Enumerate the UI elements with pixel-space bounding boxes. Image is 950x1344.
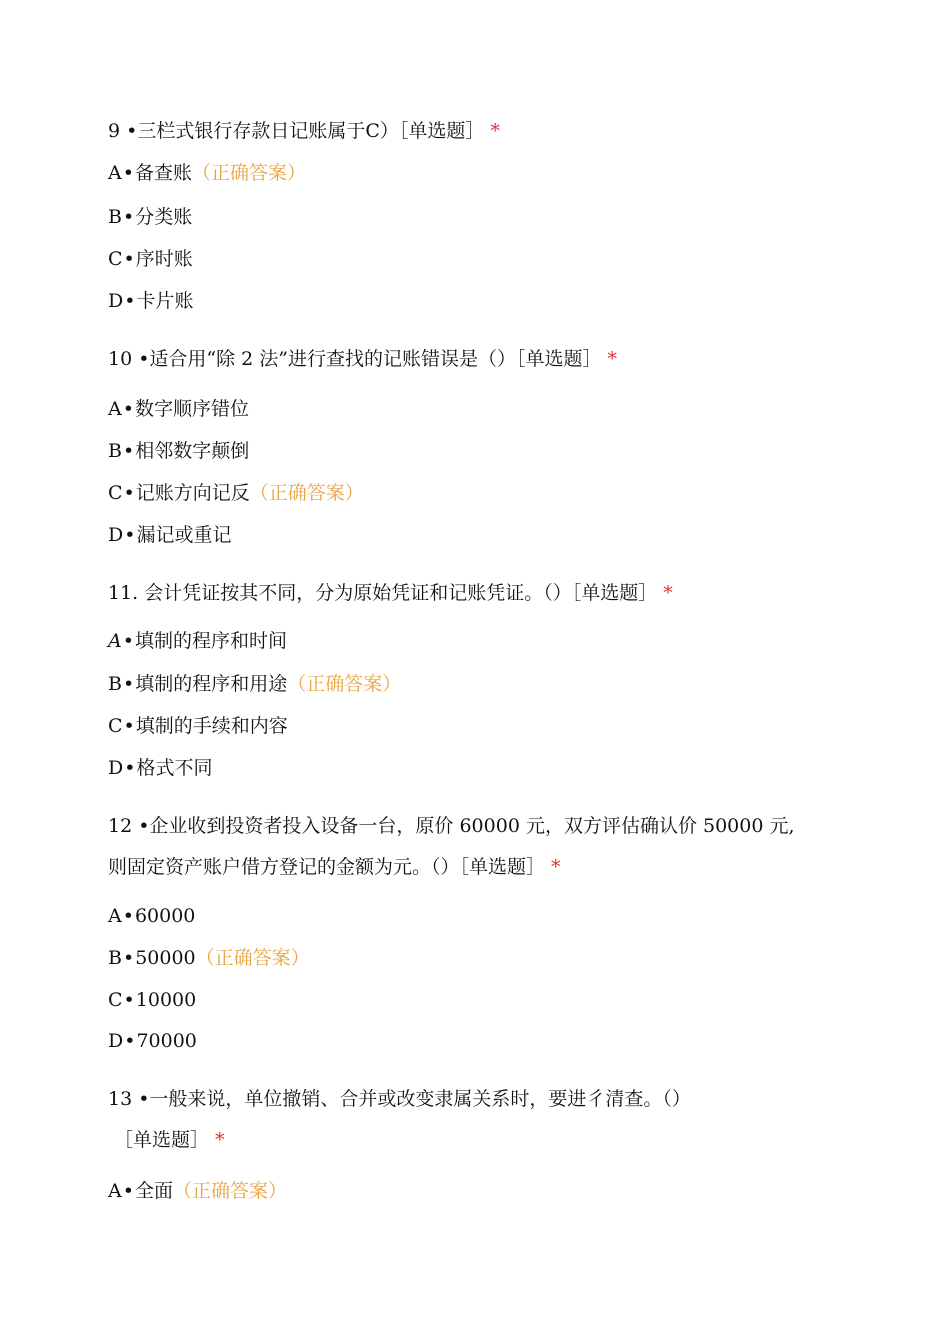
option-text: 记账方向记反 [135, 482, 250, 504]
correct-answer-label: （正确答案） [195, 947, 310, 969]
option-10-c[interactable] [108, 481, 364, 505]
bullet: • [123, 482, 135, 504]
option-text: 漏记或重记 [136, 524, 232, 546]
bullet: • [122, 905, 134, 927]
option-letter: C [108, 248, 123, 270]
question-13-title [108, 1087, 691, 1111]
option-letter: A [108, 905, 122, 927]
option-letter: B [108, 440, 122, 462]
option-text: 全面 [134, 1180, 173, 1202]
bullet: • [122, 398, 134, 420]
correct-answer-label: （正确答案） [287, 673, 402, 695]
bullet: • [123, 715, 135, 737]
required-mark: * [663, 582, 673, 604]
bullet: • [122, 1180, 134, 1202]
option-text: 相邻数字颠倒 [135, 440, 250, 462]
question-text: 9 •三栏式银行存款日记账属于C）［单选题］ [108, 120, 485, 142]
bullet: • [122, 630, 134, 652]
option-11-d[interactable] [108, 756, 212, 780]
option-text: 60000 [134, 905, 196, 927]
question-text: 10 •适合用“除 2 法”进行查找的记账错误是（）［单选题］ [108, 348, 602, 370]
option-text: 填制的手续和内容 [135, 715, 288, 737]
bullet: • [123, 248, 135, 270]
bullet: • [122, 206, 135, 228]
bullet: • [124, 524, 136, 546]
question-12-title-cont [108, 855, 561, 879]
option-12-a[interactable] [108, 904, 195, 928]
option-12-b[interactable] [108, 946, 310, 970]
required-mark: * [490, 120, 500, 142]
option-12-c[interactable] [108, 988, 196, 1012]
question-text: 12 •企业收到投资者投入设备一台，原价 60000 元，双方评估确认价 50000 元, [108, 815, 795, 837]
question-12-title [108, 814, 795, 838]
option-text: 填制的程序和用途 [135, 673, 288, 695]
bullet: • [122, 162, 134, 184]
option-letter: A [108, 630, 122, 652]
option-10-a[interactable] [108, 397, 249, 421]
question-11-title [108, 581, 673, 605]
option-letter: D [108, 290, 124, 312]
question-text: 13 •一般来说，单位撤销、合并或改变隶属关系时，要进彳清查。（） [108, 1088, 691, 1110]
bullet: • [123, 989, 135, 1011]
option-10-b[interactable] [108, 439, 249, 463]
bullet: • [122, 673, 135, 695]
option-text: 填制的程序和时间 [134, 630, 287, 652]
bullet: • [124, 757, 136, 779]
option-text: 数字顺序错位 [134, 398, 249, 420]
option-text: 备查账 [134, 162, 192, 184]
bullet: • [122, 947, 135, 969]
option-11-a[interactable] [108, 629, 287, 653]
option-letter: A [108, 398, 122, 420]
option-text: 50000 [135, 947, 196, 969]
option-13-a[interactable] [108, 1179, 287, 1203]
option-12-d[interactable] [108, 1029, 197, 1053]
bullet: • [124, 1030, 136, 1052]
required-mark: * [551, 856, 561, 878]
option-text: 卡片账 [136, 290, 194, 312]
option-text: 序时账 [135, 248, 193, 270]
option-text: 70000 [136, 1030, 197, 1052]
option-letter: C [108, 482, 123, 504]
option-letter: D [108, 1030, 124, 1052]
correct-answer-label: （正确答案） [172, 1180, 287, 1202]
question-13-title-cont [114, 1128, 225, 1152]
bullet: • [122, 440, 135, 462]
bullet: • [124, 290, 136, 312]
option-letter: D [108, 524, 124, 546]
option-11-b[interactable] [108, 672, 401, 696]
question-10-title [108, 347, 617, 371]
option-letter: D [108, 757, 124, 779]
option-text: 格式不同 [136, 757, 213, 779]
option-letter: B [108, 206, 122, 228]
option-letter: B [108, 947, 122, 969]
option-letter: A [108, 162, 122, 184]
option-text: 10000 [135, 989, 197, 1011]
option-10-d[interactable] [108, 523, 231, 547]
option-9-b[interactable] [108, 205, 192, 229]
option-11-c[interactable] [108, 714, 288, 738]
question-9-title [108, 119, 500, 143]
correct-answer-label: （正确答案） [249, 482, 364, 504]
question-text-continued: 则固定资产账户借方登记的金额为元。（）［单选题］ [108, 856, 546, 878]
correct-answer-label: （正确答案） [191, 162, 306, 184]
option-9-d[interactable] [108, 289, 193, 313]
option-letter: B [108, 673, 122, 695]
required-mark: * [607, 348, 618, 370]
option-letter: A [108, 1180, 122, 1202]
option-letter: C [108, 715, 123, 737]
option-9-c[interactable] [108, 247, 193, 271]
question-text-continued: ［单选题］ [114, 1129, 210, 1151]
question-text: 11. 会计凭证按其不同，分为原始凭证和记账凭证。（）［单选题］ [108, 582, 658, 604]
required-mark: * [215, 1129, 225, 1151]
option-letter: C [108, 989, 123, 1011]
option-9-a[interactable] [108, 161, 306, 185]
option-text: 分类账 [135, 206, 193, 228]
